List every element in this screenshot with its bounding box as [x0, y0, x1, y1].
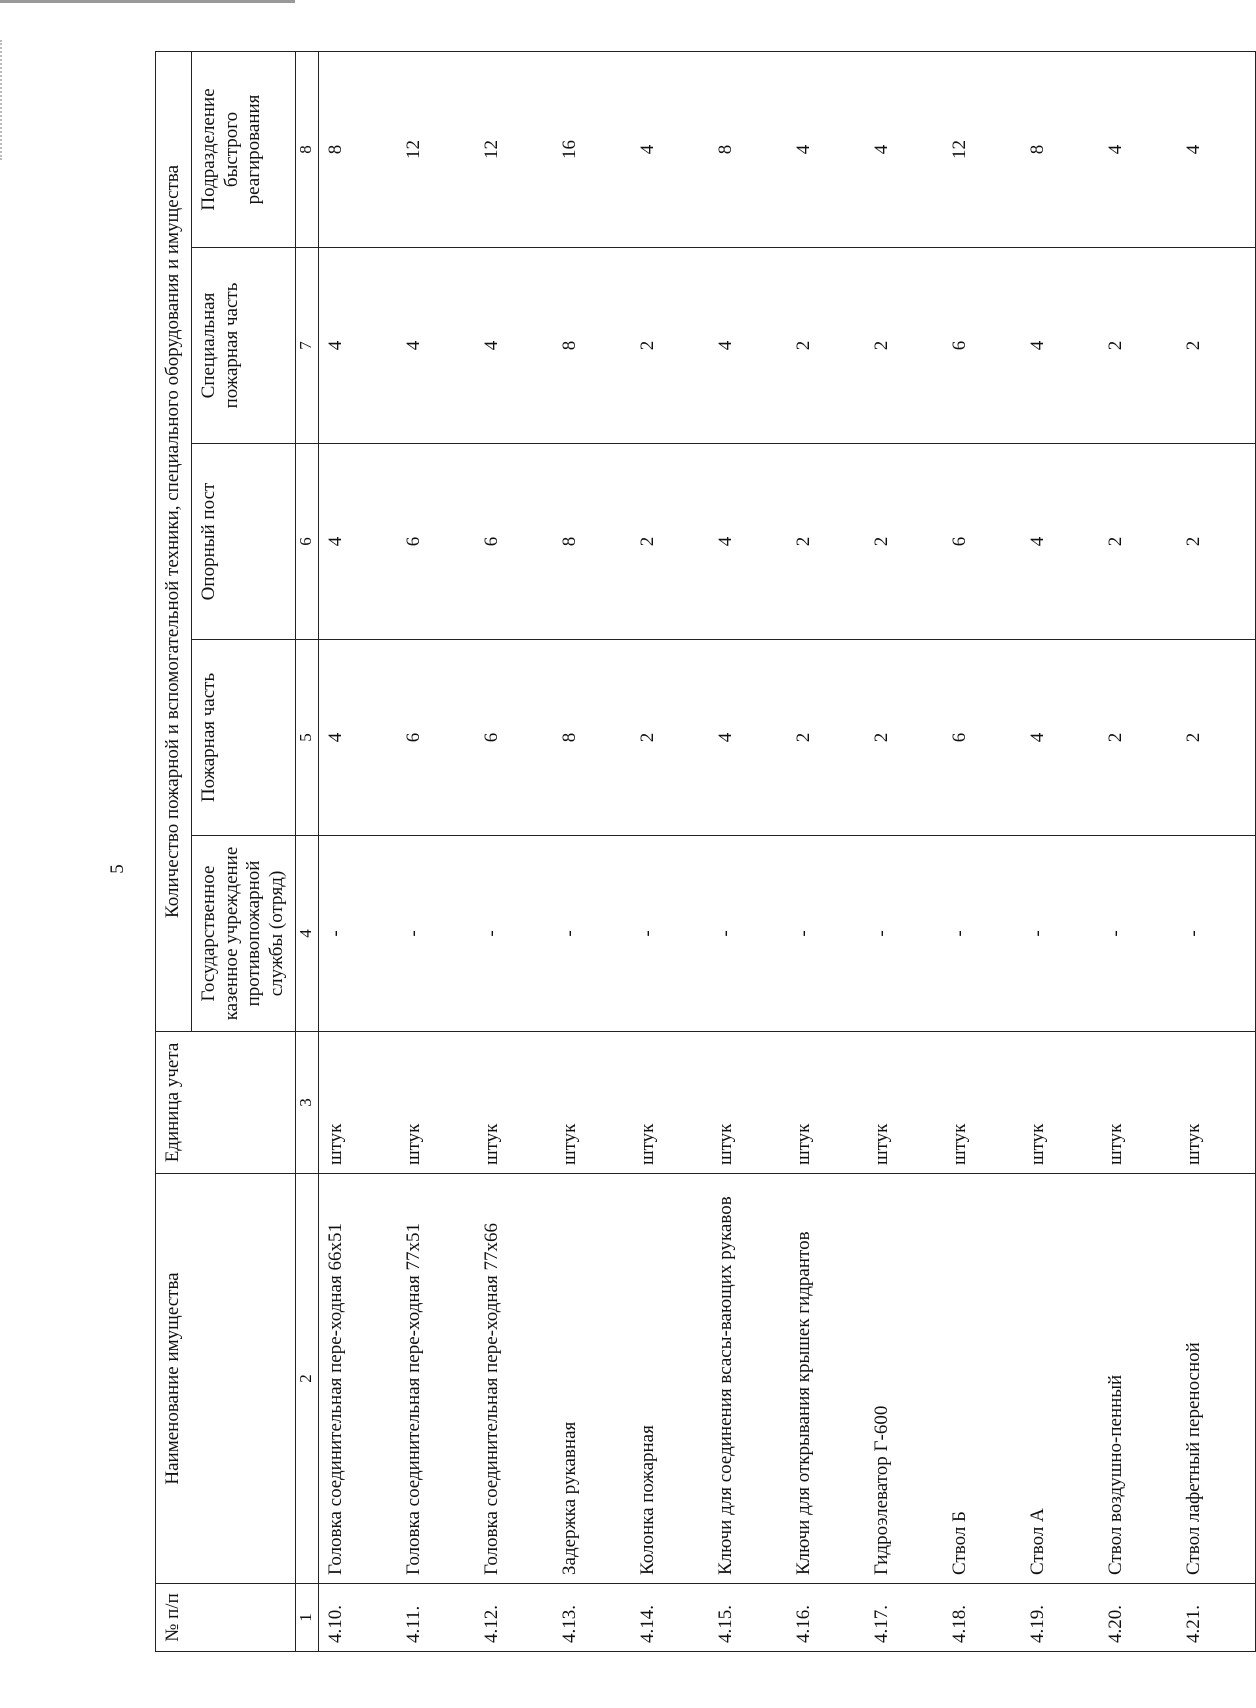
header-name: Наименование имущества — [156, 1174, 296, 1584]
scan-margin-marks — [0, 40, 5, 160]
unit-cell: штук — [787, 1032, 865, 1174]
unit-cell: штук — [1177, 1032, 1256, 1174]
row-number-cell: 4.14. — [631, 1584, 709, 1652]
item-name-cell: Головка соединительная пере-ходная 77х51 — [397, 1174, 475, 1584]
header-sub-support-post: Опорный пост — [191, 444, 295, 640]
row-number-cell: 4.16. — [787, 1584, 865, 1652]
row-number-cell: 4.11. — [397, 1584, 475, 1652]
table-row — [943, 51, 1021, 1651]
item-name-cell: Ствол лафетный переносной — [1177, 1174, 1256, 1584]
quantity-cell: 8 — [709, 51, 787, 247]
quantity-cell: 4 — [397, 248, 475, 444]
quantity-cell: 2 — [865, 444, 943, 640]
quantity-cell: 8 — [1021, 51, 1099, 247]
row-number-cell: 4.12. — [475, 1584, 553, 1652]
quantity-cell: - — [1021, 836, 1099, 1032]
table-row — [631, 51, 709, 1651]
table-row — [1021, 51, 1099, 1651]
item-name-cell: Головка соединительная пере-ходная 77х66 — [475, 1174, 553, 1584]
header-sub-rapid-response: Подразделение быстрого реагирования — [191, 51, 295, 247]
quantity-cell: - — [1099, 836, 1177, 1032]
unit-cell: штук — [318, 1032, 397, 1174]
item-name-cell: Гидроэлеватор Г-600 — [865, 1174, 943, 1584]
table-row — [553, 51, 631, 1651]
table-body — [318, 51, 1255, 1651]
header-sub-fire-unit: Пожарная часть — [191, 640, 295, 836]
unit-cell: штук — [631, 1032, 709, 1174]
page-number: 5 — [106, 864, 128, 874]
quantity-cell: 2 — [1099, 444, 1177, 640]
quantity-cell: - — [631, 836, 709, 1032]
quantity-cell: 2 — [865, 640, 943, 836]
quantity-cell: 4 — [709, 248, 787, 444]
quantity-cell: 4 — [631, 51, 709, 247]
table-row — [318, 51, 397, 1651]
item-name-cell: Колонка пожарная — [631, 1174, 709, 1584]
rotated-table-container — [155, 52, 1204, 1652]
table-row — [865, 51, 943, 1651]
header-sub-gku: Государственное казенное учреждение противопожарной службы (отряд) — [191, 836, 295, 1032]
quantity-cell: 6 — [475, 640, 553, 836]
quantity-cell: 4 — [318, 248, 397, 444]
table-row — [709, 51, 787, 1651]
equipment-table — [155, 51, 1256, 1652]
quantity-cell: 6 — [475, 444, 553, 640]
quantity-cell: 6 — [397, 444, 475, 640]
row-number-cell: 4.17. — [865, 1584, 943, 1652]
quantity-cell: 2 — [631, 444, 709, 640]
col-number: 8 — [295, 51, 318, 247]
quantity-cell: - — [397, 836, 475, 1032]
header-num: № п/п — [156, 1584, 296, 1652]
quantity-cell: 4 — [709, 640, 787, 836]
quantity-cell: 2 — [1177, 444, 1256, 640]
quantity-cell: - — [709, 836, 787, 1032]
quantity-cell: 2 — [631, 248, 709, 444]
item-name-cell: Головка соединительная пере-ходная 66х51 — [318, 1174, 397, 1584]
unit-cell: штук — [709, 1032, 787, 1174]
quantity-cell: 12 — [397, 51, 475, 247]
quantity-cell: - — [943, 836, 1021, 1032]
col-number: 6 — [295, 444, 318, 640]
quantity-cell: 4 — [318, 444, 397, 640]
row-number-cell: 4.18. — [943, 1584, 1021, 1652]
quantity-cell: 6 — [397, 640, 475, 836]
unit-cell: штук — [1021, 1032, 1099, 1174]
item-name-cell: Ствол воздушно-пенный — [1099, 1174, 1177, 1584]
quantity-cell: 2 — [787, 444, 865, 640]
header-sub-special-unit: Специальная пожарная часть — [191, 248, 295, 444]
row-number-cell: 4.19. — [1021, 1584, 1099, 1652]
quantity-cell: 2 — [1177, 248, 1256, 444]
scan-edge-line — [0, 0, 295, 3]
quantity-cell: 2 — [1099, 248, 1177, 444]
quantity-cell: 2 — [865, 248, 943, 444]
quantity-cell: 4 — [318, 640, 397, 836]
unit-cell: штук — [475, 1032, 553, 1174]
col-number: 7 — [295, 248, 318, 444]
item-name-cell: Задержка рукавная — [553, 1174, 631, 1584]
table-row — [475, 51, 553, 1651]
quantity-cell: 4 — [787, 51, 865, 247]
quantity-cell: 6 — [943, 640, 1021, 836]
quantity-cell: 8 — [318, 51, 397, 247]
row-number-cell: 4.15. — [709, 1584, 787, 1652]
header-group: Количество пожарной и вспомогательной техники, специального оборудования и имущества — [156, 51, 192, 1031]
table-row — [1177, 51, 1256, 1651]
col-number: 5 — [295, 640, 318, 836]
quantity-cell: 12 — [943, 51, 1021, 247]
unit-cell: штук — [943, 1032, 1021, 1174]
col-number: 2 — [295, 1174, 318, 1584]
table-row — [397, 51, 475, 1651]
unit-cell: штук — [553, 1032, 631, 1174]
quantity-cell: - — [787, 836, 865, 1032]
quantity-cell: 4 — [1099, 51, 1177, 247]
item-name-cell: Ключи для соединения всасы-вающих рукавов — [709, 1174, 787, 1584]
col-number: 3 — [295, 1032, 318, 1174]
row-number-cell: 4.10. — [318, 1584, 397, 1652]
quantity-cell: - — [475, 836, 553, 1032]
quantity-cell: 12 — [475, 51, 553, 247]
quantity-cell: 8 — [553, 248, 631, 444]
item-name-cell: Ключи для открывания крышек гидрантов — [787, 1174, 865, 1584]
item-name-cell: Ствол А — [1021, 1174, 1099, 1584]
quantity-cell: 4 — [1021, 444, 1099, 640]
quantity-cell: 8 — [553, 444, 631, 640]
quantity-cell: 2 — [1099, 640, 1177, 836]
col-number: 1 — [295, 1584, 318, 1652]
row-number-cell: 4.21. — [1177, 1584, 1256, 1652]
unit-cell: штук — [865, 1032, 943, 1174]
quantity-cell: 2 — [787, 640, 865, 836]
quantity-cell: 2 — [1177, 640, 1256, 836]
quantity-cell: 2 — [787, 248, 865, 444]
table-row — [1099, 51, 1177, 1651]
quantity-cell: - — [318, 836, 397, 1032]
quantity-cell: 6 — [943, 444, 1021, 640]
row-number-cell: 4.20. — [1099, 1584, 1177, 1652]
row-number-cell: 4.13. — [553, 1584, 631, 1652]
unit-cell: штук — [397, 1032, 475, 1174]
quantity-cell: 8 — [553, 640, 631, 836]
quantity-cell: 16 — [553, 51, 631, 247]
quantity-cell: 4 — [475, 248, 553, 444]
unit-cell: штук — [1099, 1032, 1177, 1174]
quantity-cell: - — [1177, 836, 1256, 1032]
quantity-cell: 6 — [943, 248, 1021, 444]
table-row — [787, 51, 865, 1651]
item-name-cell: Ствол Б — [943, 1174, 1021, 1584]
quantity-cell: 4 — [1021, 248, 1099, 444]
quantity-cell: 2 — [631, 640, 709, 836]
quantity-cell: 4 — [709, 444, 787, 640]
quantity-cell: - — [865, 836, 943, 1032]
quantity-cell: 4 — [1021, 640, 1099, 836]
quantity-cell: 4 — [1177, 51, 1256, 247]
quantity-cell: - — [553, 836, 631, 1032]
quantity-cell: 4 — [865, 51, 943, 247]
header-unit: Единица учета — [156, 1032, 296, 1174]
col-number: 4 — [295, 836, 318, 1032]
